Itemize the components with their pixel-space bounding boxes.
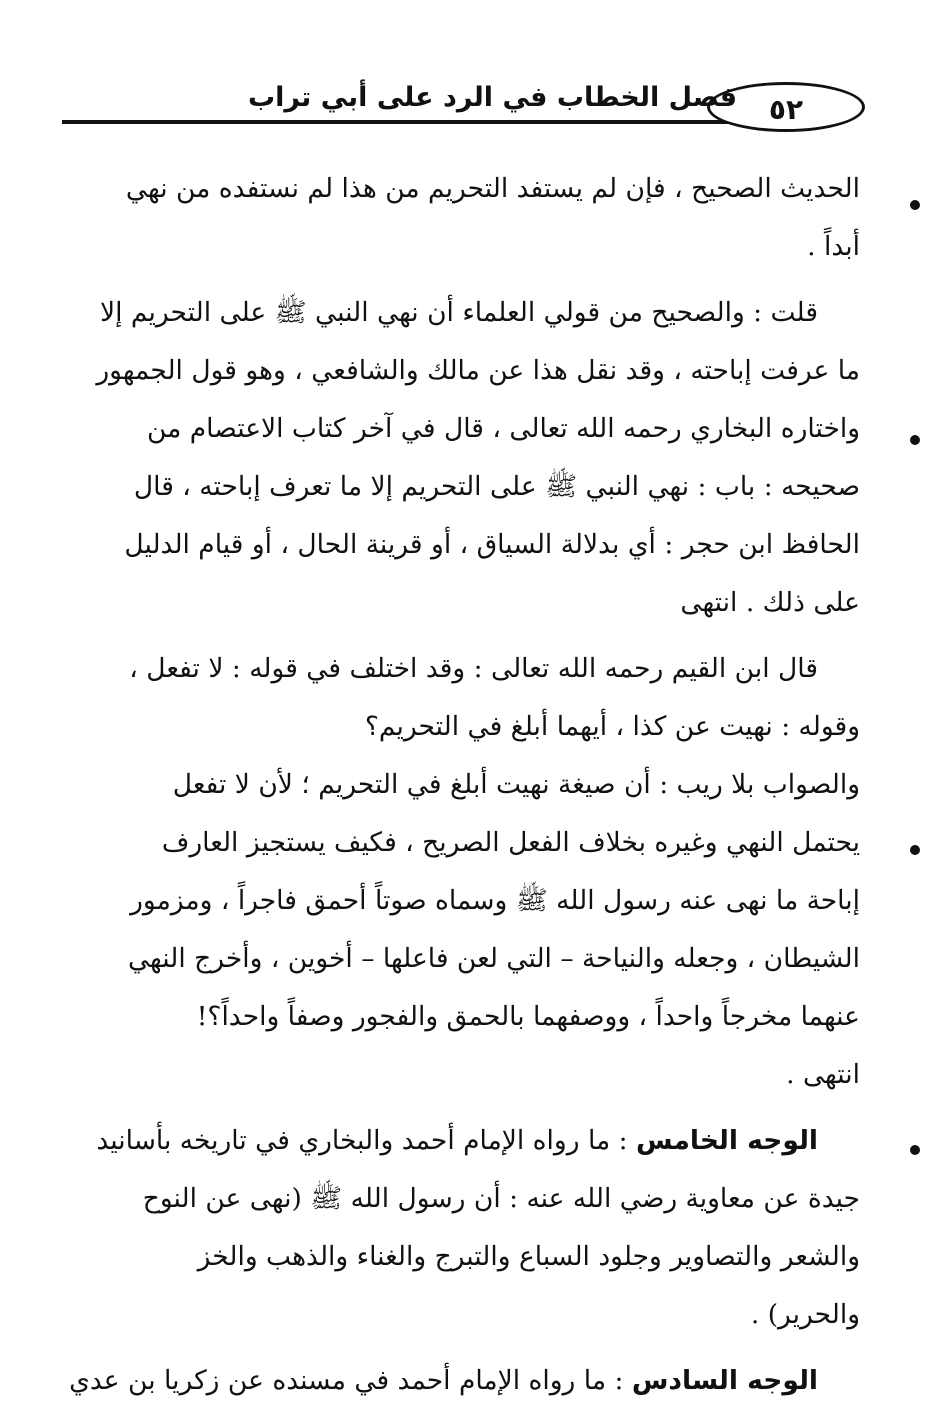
margin-mark	[910, 1145, 920, 1155]
paragraph	[64, 640, 860, 756]
paragraph	[64, 756, 860, 1104]
text-line: ما عرفت إباحته ، وقد نقل هذا عن مالك والشافعي ، وهو قول الجمهور	[96, 355, 860, 386]
text-line: قال ابن القيم رحمه الله تعالى : وقد اختلف في قوله : لا تفعل ،	[129, 653, 818, 684]
text-run: : ما رواه الإمام أحمد والبخاري في تاريخه بأسانيد	[96, 1125, 636, 1156]
text-line: انتهى .	[786, 1059, 860, 1090]
body-text	[64, 160, 860, 1410]
page-number: ٥٢	[768, 93, 804, 126]
section-heading: الوجه السادس	[631, 1365, 818, 1396]
text-line: يحتمل النهي وغيره بخلاف الفعل الصريح ، فكيف يستجيز العارف	[161, 827, 860, 858]
text-line: والحرير) .	[750, 1299, 860, 1330]
text-line: الحديث الصحيح ، فإن لم يستفد التحريم من هذا لم نستفده من نهي	[125, 173, 860, 204]
page-header	[62, 60, 870, 130]
running-title: فصل الخطاب في الرد على أبي تراب	[248, 82, 738, 113]
paragraph	[64, 1112, 860, 1344]
text-line: على ذلك . انتهى	[680, 587, 860, 618]
text-line: أبداً .	[807, 231, 860, 262]
text-line: قلت : والصحيح من قولي العلماء أن نهي النبي ﷺ على التحريم إلا	[100, 297, 818, 328]
text-line: جيدة عن معاوية رضي الله عنه : أن رسول الله ﷺ (نهى عن النوح	[142, 1183, 860, 1214]
margin-mark	[910, 200, 920, 210]
text-line: واختاره البخاري رحمه الله تعالى ، قال في آخر كتاب الاعتصام من	[146, 413, 860, 444]
header-rule	[62, 120, 808, 124]
text-line: عنهما مخرجاً واحداً ، ووصفهما بالحمق والفجور وصفاً واحداً؟!	[196, 1001, 860, 1032]
text-line	[64, 1112, 860, 1170]
section-heading: الوجه الخامس	[636, 1125, 818, 1156]
text-line: الحافظ ابن حجر : أي بدلالة السياق ، أو قرينة الحال ، أو قيام الدليل	[124, 529, 860, 560]
paragraph	[64, 160, 860, 276]
text-line: والصواب بلا ريب : أن صيغة نهيت أبلغ في التحريم ؛ لأن لا تفعل	[172, 769, 860, 800]
text-line: الشيطان ، وجعله والنياحة – التي لعن فاعلها – أخوين ، وأخرج النهي	[127, 943, 860, 974]
text-line: إباحة ما نهى عنه رسول الله ﷺ وسماه صوتاً أحمق فاجراً ، ومزمور	[130, 885, 860, 916]
margin-mark	[910, 845, 920, 855]
paragraph	[64, 284, 860, 632]
text-line: صحيحه : باب : نهي النبي ﷺ على التحريم إلا ما تعرف إباحته ، قال	[133, 471, 860, 502]
text-run: : ما رواه الإمام أحمد في مسنده عن زكريا بن عدي	[69, 1365, 632, 1396]
text-line: وقوله : نهيت عن كذا ، أيهما أبلغ في التحريم؟	[364, 711, 860, 742]
text-line: والشعر والتصاوير وجلود السباع والتبرج والغناء والذهب والخز	[197, 1241, 860, 1272]
margin-mark	[910, 435, 920, 445]
